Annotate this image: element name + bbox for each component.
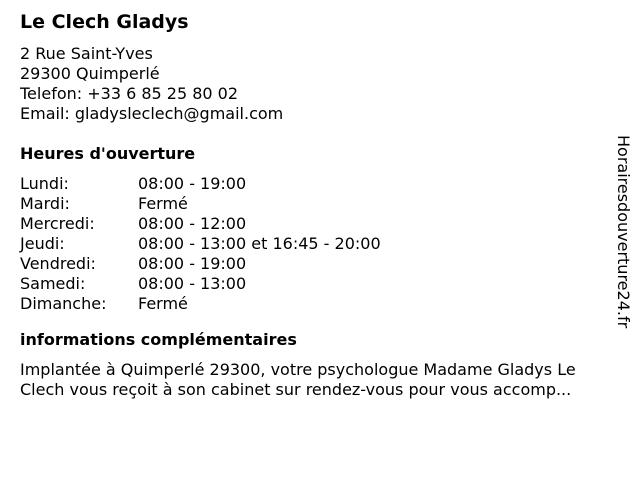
day-label: Lundi: [20,174,69,193]
hours-row-thursday [20,234,620,254]
business-name: Le Clech Gladys [20,11,189,33]
day-hours: Fermé [138,294,188,313]
day-label: Vendredi: [20,254,96,273]
address-city: 29300 Quimperlé [20,64,160,83]
hours-table [20,174,620,314]
day-hours: 08:00 - 19:00 [138,174,247,193]
hours-heading: Heures d'ouverture [20,144,196,163]
hours-row-friday [20,254,620,274]
hours-row-monday [20,174,620,194]
hours-row-wednesday [20,214,620,234]
day-hours: Fermé [138,194,188,213]
day-hours: 08:00 - 13:00 et 16:45 - 20:00 [138,234,381,253]
day-hours: 08:00 - 19:00 [138,254,247,273]
day-label: Mercredi: [20,214,95,233]
hours-row-saturday [20,274,620,294]
contact-block [20,44,620,124]
phone-number: Telefon: +33 6 85 25 80 02 [20,84,239,103]
address-street: 2 Rue Saint-Yves [20,44,153,63]
site-watermark: Horairesdouverture24.fr [614,135,633,329]
day-label: Jeudi: [20,234,65,253]
day-hours: 08:00 - 12:00 [138,214,247,233]
day-label: Mardi: [20,194,70,213]
info-description: Implantée à Quimperlé 29300, votre psychologue Madame Gladys Le Clech vous reçoit à son cabinet sur rendez-vous pour vous accomp... [20,360,576,399]
hours-row-sunday [20,294,620,314]
hours-row-tuesday [20,194,620,214]
info-heading: informations complémentaires [20,330,297,349]
day-label: Samedi: [20,274,86,293]
day-hours: 08:00 - 13:00 [138,274,247,293]
business-card [20,8,620,400]
email-address: Email: gladysleclech@gmail.com [20,104,284,123]
day-label: Dimanche: [20,294,107,313]
